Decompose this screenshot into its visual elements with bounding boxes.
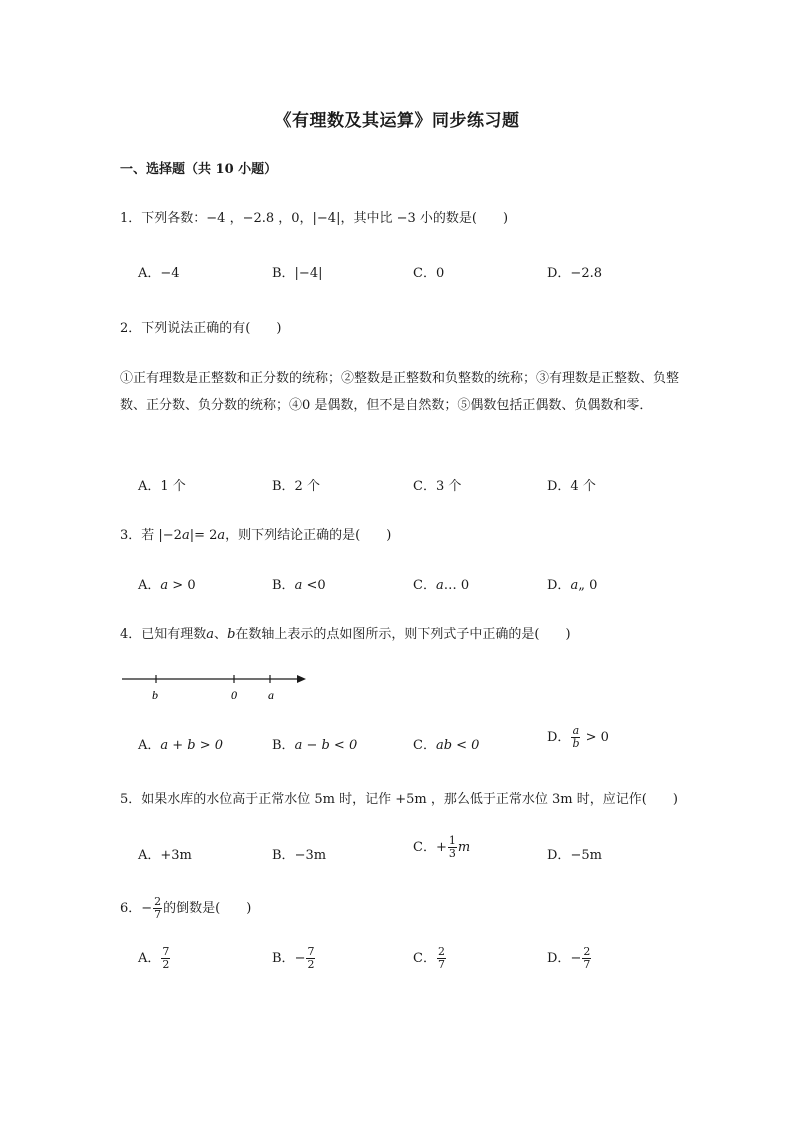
fraction: $\frac{2}{7}$: [437, 945, 445, 971]
question-3: 3．若 |−2a|= 2a，则下列结论正确的是( ): [120, 528, 392, 543]
q3-option-c: C．a… 0: [413, 578, 470, 593]
q2-option-c: C．3 个: [413, 479, 462, 494]
q6-option-c: C． $\frac{2}{7}$: [413, 945, 445, 971]
q6-option-d: D．− $\frac{2}{7}$: [547, 945, 591, 971]
axis-label-b: b: [152, 688, 158, 702]
question-6: 6．− $\frac{2}{7}$ 的倒数是( ): [120, 895, 252, 921]
q3-option-a: A．a > 0: [138, 578, 196, 593]
q4-option-b: B．a − b < 0: [272, 738, 358, 753]
arrow-head-icon: [297, 675, 306, 683]
q1-option-a: A．−4: [138, 266, 180, 281]
fraction: $\frac{7}{2}$: [307, 945, 315, 971]
q6-option-b: B．− $\frac{7}{2}$: [272, 945, 315, 971]
fraction: $\frac{2}{7}$: [154, 895, 162, 921]
q2-option-d: D．4 个: [547, 479, 596, 494]
q4-option-a: A．a + b > 0: [138, 738, 224, 753]
q5-option-c: C．+ $\frac{1}{3}$ m: [413, 834, 471, 860]
q2-option-a: A．1 个: [138, 479, 186, 494]
question-2-statements: ①正有理数是正整数和正分数的统称；②整数是正整数和负整数的统称；③有理数是正整数、负整数、正分数、负分数的统称；④0 是偶数，但不是自然数；⑤偶数包括正偶数、负偶数和零．: [120, 371, 680, 413]
fraction: $\frac{2}{7}$: [583, 945, 591, 971]
q2-option-b: B．2 个: [272, 479, 320, 494]
question-2: 2．下列说法正确的有( ): [120, 321, 282, 336]
q3-option-b: B．a <0: [272, 578, 326, 593]
q5-option-b: B．−3m: [272, 848, 327, 863]
fraction: $\frac{a}{b}$: [572, 724, 580, 750]
fraction: $\frac{1}{3}$: [448, 834, 456, 860]
q5-option-d: D．−5m: [547, 848, 602, 863]
section-heading: 一、选择题（共 10 小题）: [120, 162, 278, 177]
fraction: $\frac{7}{2}$: [162, 945, 170, 971]
q3-option-d: D．a„ 0: [547, 578, 598, 593]
q6-option-a: A． $\frac{7}{2}$: [138, 945, 170, 971]
number-line: [118, 668, 318, 708]
q1-option-b: B．|−4|: [272, 266, 323, 281]
q1-option-c: C．0: [413, 266, 445, 281]
axis-label-a: a: [268, 688, 274, 702]
question-5: 5．如果水库的水位高于正常水位 5m 时，记作 +5m ，那么低于正常水位 3m 时，应记作( ): [120, 792, 678, 807]
axis-label-zero: 0: [231, 688, 237, 702]
question-1: 1．下列各数：−4 ，−2.8 ，0，|−4|，其中比 −3 小的数是( ): [120, 211, 509, 226]
q5-option-a: A．+3m: [138, 848, 192, 863]
page-title: 《有理数及其运算》同步练习题: [274, 111, 520, 131]
question-4: 4．已知有理数a、b在数轴上表示的点如图所示，则下列式子中正确的是( ): [120, 627, 571, 642]
q1-option-d: D．−2.8: [547, 266, 602, 281]
q4-option-c: C．ab < 0: [413, 738, 480, 753]
q4-option-d: D． $\frac{a}{b}$ > 0: [547, 724, 609, 750]
